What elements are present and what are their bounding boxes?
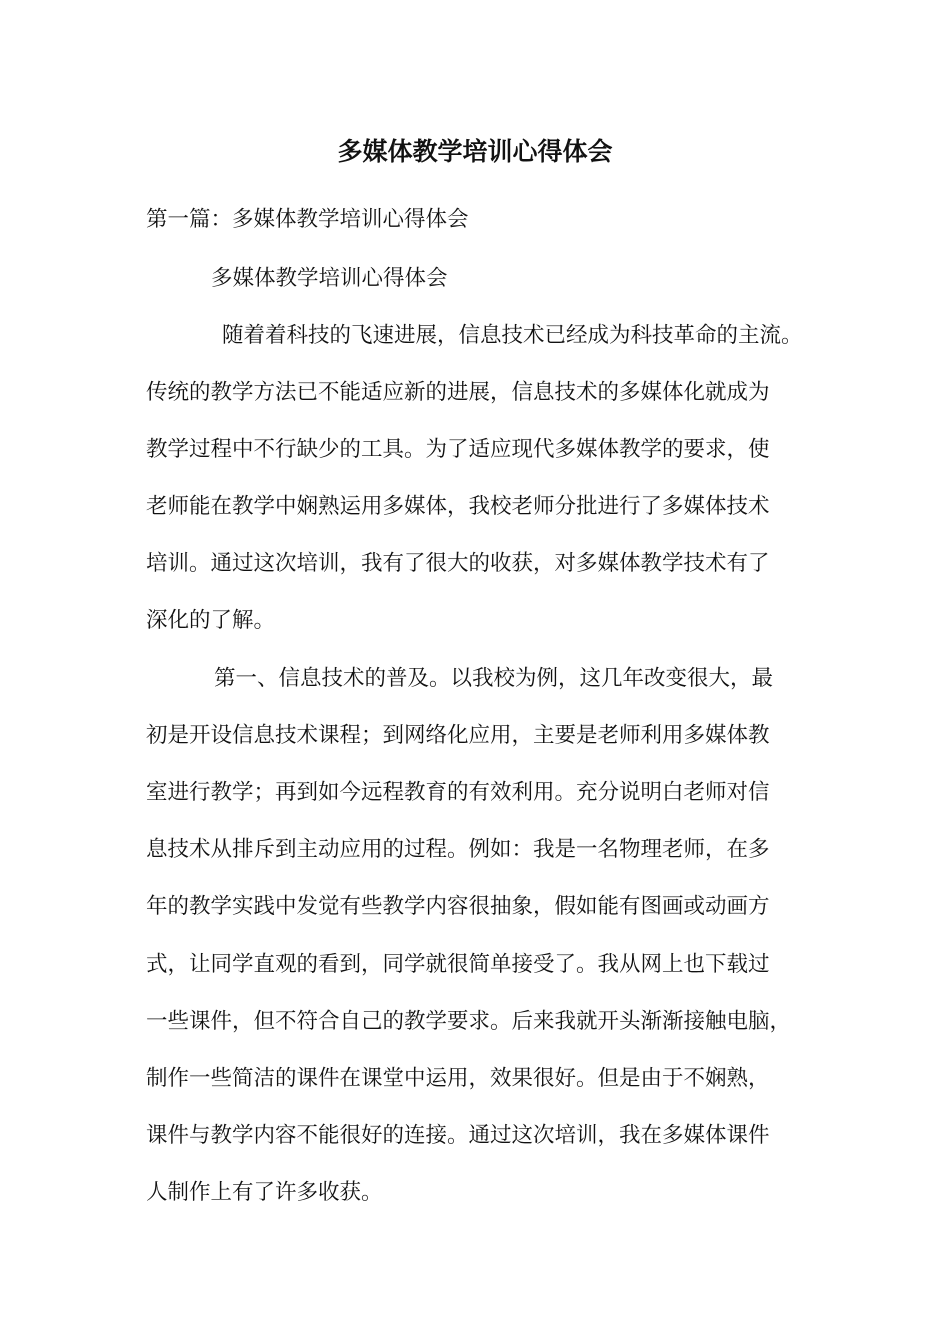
paragraph-line: 随着着科技的飞速进展，信息技术已经成为科技革命的主流。 <box>222 323 803 348</box>
paragraph-line: 初是开设信息技术课程；到网络化应用，主要是老师利用多媒体教 <box>146 723 770 748</box>
paragraph-line: 息技术从排斥到主动应用的过程。例如：我是一名物理老师，在多 <box>146 837 770 862</box>
paragraph-line: 一些课件，但不符合自己的教学要求。后来我就开头渐渐接触电脑， <box>146 1009 792 1034</box>
paragraph-line: 老师能在教学中娴熟运用多媒体，我校老师分批进行了多媒体技术 <box>146 494 770 519</box>
paragraph-line: 深化的了解。 <box>146 608 276 633</box>
paragraph-line: 传统的教学方法已不能适应新的进展，信息技术的多媒体化就成为 <box>146 380 770 405</box>
paragraph-line: 制作一些简洁的课件在课堂中运用，效果很好。但是由于不娴熟， <box>146 1066 770 1091</box>
chapter-heading: 第一篇：多媒体教学培训心得体会 <box>146 207 469 232</box>
paragraph-line: 式，让同学直观的看到，同学就很简单接受了。我从网上也下载过 <box>146 952 770 977</box>
paragraph-line: 第一、信息技术的普及。以我校为例，这几年改变很大，最 <box>214 666 774 691</box>
paragraph-line: 课件与教学内容不能很好的连接。通过这次培训，我在多媒体课件 <box>146 1123 770 1148</box>
paragraph-line: 年的教学实践中发觉有些教学内容很抽象，假如能有图画或动画方 <box>146 894 770 919</box>
paragraph-line: 人制作上有了许多收获。 <box>146 1180 383 1205</box>
document-subtitle: 多媒体教学培训心得体会 <box>211 266 448 291</box>
paragraph-line: 培训。通过这次培训，我有了很大的收获，对多媒体教学技术有了 <box>146 551 770 576</box>
paragraph-line: 室进行教学；再到如今远程教育的有效利用。充分说明白老师对信 <box>146 780 770 805</box>
document-title: 多媒体教学培训心得体会 <box>337 137 613 166</box>
paragraph-line: 教学过程中不行缺少的工具。为了适应现代多媒体教学的要求，使 <box>146 437 770 462</box>
